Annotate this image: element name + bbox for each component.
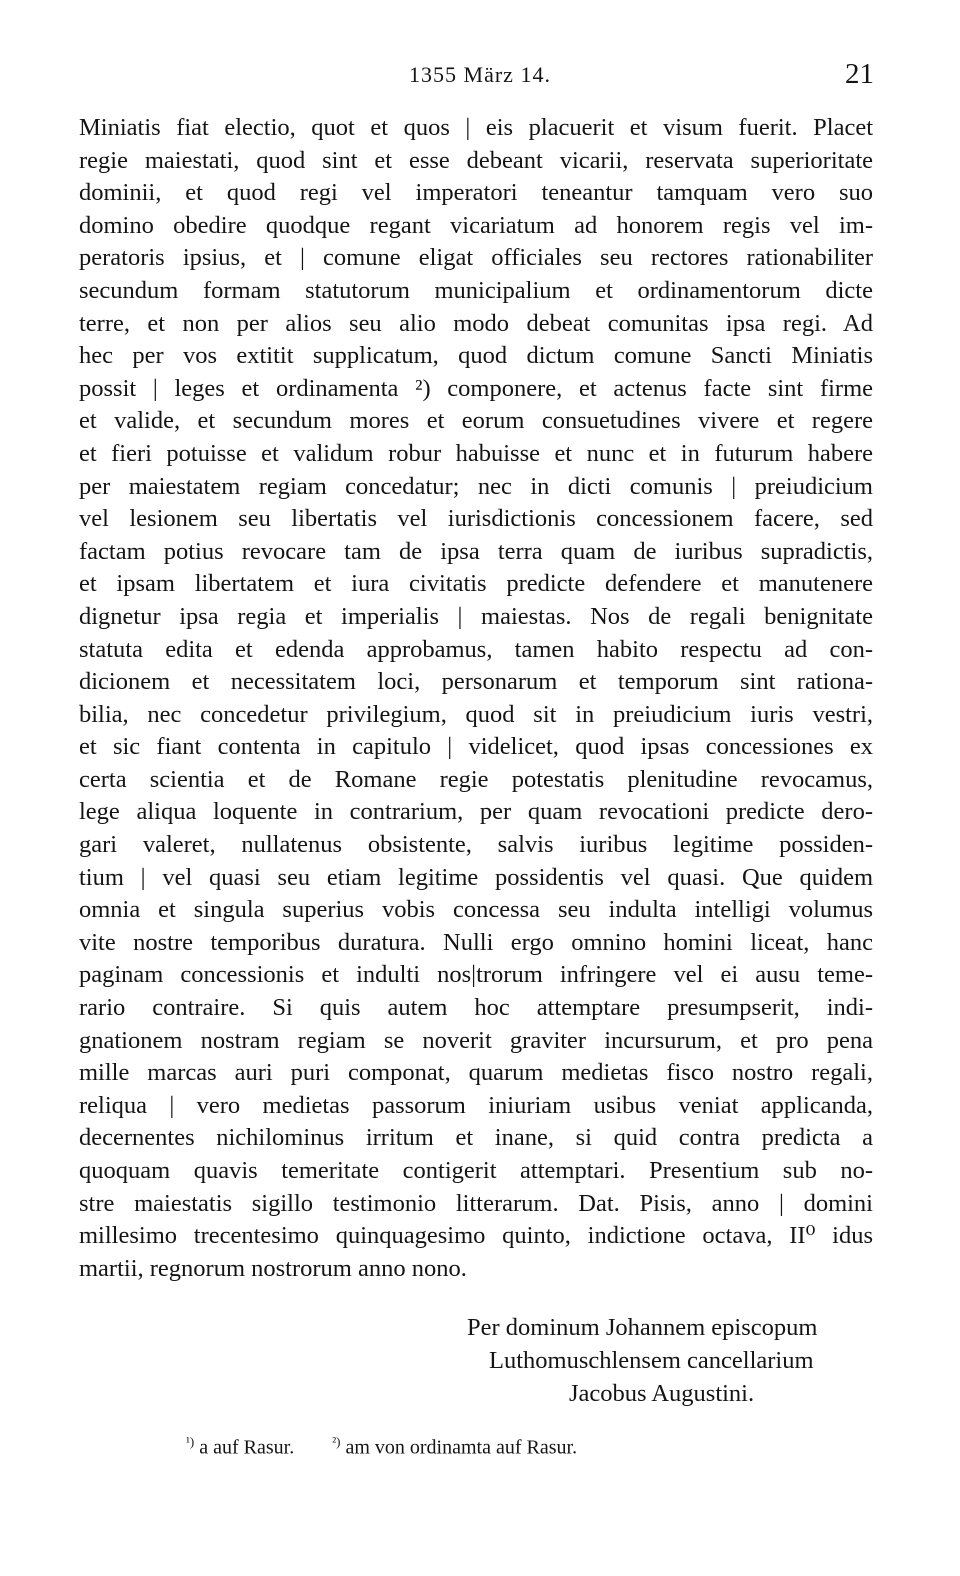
- text-line: certa scientia et de Romane regie potestatis plenitudine revocamus,: [79, 765, 873, 793]
- text-line: et fieri potuisse et validum robur habuisse et nunc et in futurum habere: [79, 439, 873, 467]
- signature-line-3: Jacobus Augustini.: [569, 1380, 755, 1407]
- footnote-1-text: a auf Rasur.: [199, 1436, 295, 1459]
- text-line: gnationem nostram regiam se noverit graviter incursurum, et pro pena: [79, 1026, 873, 1054]
- text-line: terre, et non per alios seu alio modo debeat comunitas ipsa regi. Ad: [79, 309, 873, 337]
- text-line: paginam concessionis et indulti nos|trorum infringere vel ei ausu teme-: [79, 961, 873, 989]
- text-line: martii, regnorum nostrorum anno nono.: [79, 1254, 467, 1282]
- text-line: et valide, et secundum mores et eorum consuetudines vivere et regere: [79, 407, 873, 435]
- text-line: domino obedire quodque regant vicariatum ad honorem regis vel im-: [79, 211, 873, 239]
- text-line: factam potius revocare tam de ipsa terra quam de iuribus supradictis,: [79, 537, 873, 565]
- text-line: decernentes nichilominus irritum et inane, si quid contra predicta a: [79, 1124, 873, 1152]
- text-line: reliqua | vero medietas passorum iniuriam usibus veniat applicanda,: [79, 1091, 873, 1119]
- text-line: gari valeret, nullatenus obsistente, salvis iuribus legitime possiden-: [79, 831, 873, 859]
- body-text: [79, 112, 873, 1285]
- text-line: statuta edita et edenda approbamus, tamen habito respectu ad con-: [79, 635, 873, 663]
- text-line: regie maiestati, quod sint et esse debeant vicarii, reservata superioritate: [79, 146, 873, 174]
- text-line: per maiestatem regiam concedatur; nec in dicti comunis | preiudicium: [79, 472, 873, 500]
- text-line: omnia et singula superius vobis concessa seu indulta intelligi volumus: [79, 896, 873, 924]
- text-line: peratoris ipsius, et | comune eligat officiales seu rectores rationabiliter: [79, 244, 873, 272]
- text-line: et sic fiant contenta in capitulo | videlicet, quod ipsas concessiones ex: [79, 733, 873, 761]
- text-line: millesimo trecentesimo quinquagesimo quinto, indictione octava, II⁰ idus: [79, 1222, 873, 1250]
- text-line: dicionem et necessitatem loci, personarum et temporum sint rationa-: [79, 668, 873, 696]
- text-line: secundum formam statutorum municipalium et ordinamentorum dicte: [79, 276, 873, 304]
- running-head: 1355 März 14.: [409, 62, 551, 87]
- text-line: mille marcas auri puri componat, quarum medietas fisco nostro regali,: [79, 1059, 873, 1087]
- text-line: tium | vel quasi seu etiam legitime possidentis vel quasi. Que quidem: [79, 863, 873, 891]
- footnote-2-text: am von ordinamta auf Rasur.: [345, 1436, 578, 1459]
- footnote-1-marker: ¹): [186, 1434, 195, 1449]
- text-line: dominii, et quod regi vel imperatori teneantur tamquam vero suo: [79, 179, 873, 207]
- signature-line-1: Per dominum Johannem episcopum: [467, 1314, 818, 1341]
- text-line: lege aliqua loquente in contrarium, per quam revocationi predicte dero-: [79, 798, 873, 826]
- text-line: rario contraire. Si quis autem hoc attemptare presumpserit, indi-: [79, 994, 873, 1022]
- page-header: [0, 58, 960, 98]
- text-line: et ipsam libertatem et iura civitatis predicte defendere et manutenere: [79, 570, 873, 598]
- footnote-2-marker: ²): [332, 1434, 341, 1449]
- text-line: possit | leges et ordinamenta ²) componere, et actenus facte sint firme: [79, 374, 873, 402]
- signature-line-2: Luthomuschlensem cancellarium: [489, 1347, 814, 1374]
- text-line: hec per vos extitit supplicatum, quod dictum comune Sancti Miniatis: [79, 342, 873, 370]
- text-line: bilia, nec concedetur privilegium, quod sit in preiudicium iuris vestri,: [79, 700, 873, 728]
- text-line: dignetur ipsa regia et imperialis | maiestas. Nos de regali benignitate: [79, 602, 873, 630]
- text-line: vel lesionem seu libertatis vel iurisdictionis concessionem facere, sed: [79, 505, 873, 533]
- text-line: quoquam quavis temeritate contigerit attemptari. Presentium sub no-: [79, 1157, 873, 1184]
- text-line: stre maiestatis sigillo testimonio litterarum. Dat. Pisis, anno | domini: [79, 1189, 873, 1217]
- text-line: Miniatis fiat electio, quot et quos | eis placuerit et visum fuerit. Placet: [79, 114, 873, 141]
- footnotes: [186, 1434, 577, 1460]
- page-number: 21: [845, 58, 874, 90]
- text-line: vite nostre temporibus duratura. Nulli ergo omnino homini liceat, hanc: [79, 928, 873, 956]
